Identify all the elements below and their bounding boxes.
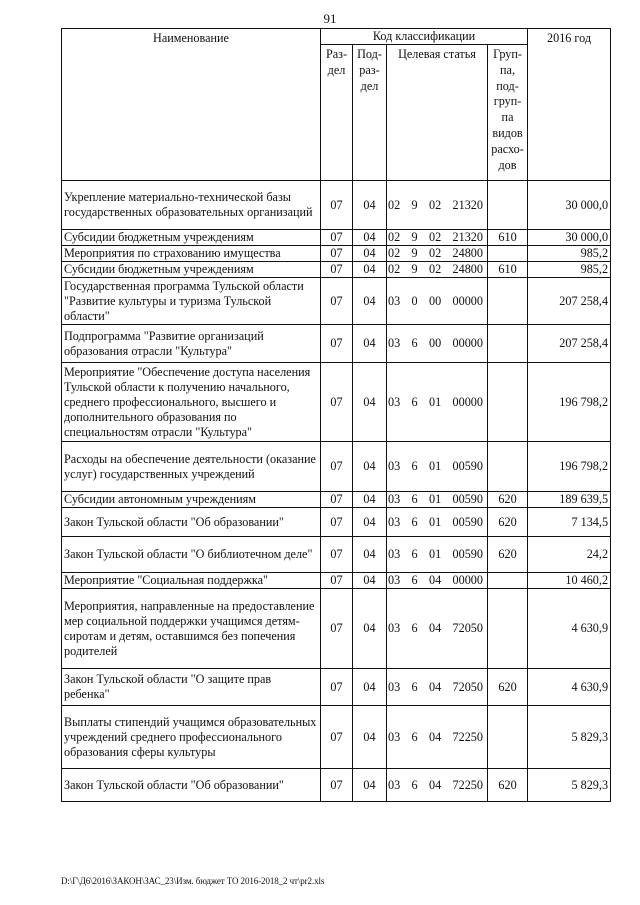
ts-part: 21320 [452, 197, 483, 212]
row-name: Мероприятия, направленные на предоставление мер социальной поддержки учащимся детям-сиротам и детям, оставшимся без попечения родителей [62, 589, 321, 669]
row-group [488, 325, 528, 363]
header-name: Наименование [62, 29, 321, 181]
row-target-article [387, 278, 488, 325]
row-name: Государственная программа Тульской области "Развитие культуры и туризма Тульской области" [62, 278, 321, 325]
ts-part: 03 [388, 492, 401, 506]
header-group-line: па, [500, 62, 515, 77]
header-year: 2016 год [528, 29, 611, 181]
row-subsection: 04 [353, 706, 387, 769]
ts-part: 03 [388, 336, 401, 350]
ts-part: 02 [388, 246, 401, 260]
row-amount: 10 460,2 [528, 573, 611, 589]
table-row [62, 537, 611, 573]
row-section: 07 [321, 589, 353, 669]
ts-part: 03 [388, 547, 401, 561]
table-row [62, 181, 611, 230]
table-row [62, 262, 611, 278]
header-section-line: Раз- [325, 47, 348, 61]
row-target-article [387, 262, 488, 278]
header-group-line: под- [496, 78, 519, 93]
row-section: 07 [321, 573, 353, 589]
table-row [62, 246, 611, 262]
ts-part: 02 [388, 197, 401, 212]
row-name: Субсидии автономным учреждениям [62, 492, 321, 508]
row-group: 610 [488, 230, 528, 246]
row-name: Укрепление материально-технической базы государственных образовательных организаций [62, 181, 321, 230]
ts-part: 03 [388, 394, 401, 409]
row-target-article [387, 508, 488, 537]
ts-part: 72050 [452, 621, 483, 635]
ts-part: 6 [411, 573, 418, 587]
row-name: Закон Тульской области "О защите прав ребенка" [62, 669, 321, 706]
table-row [62, 589, 611, 669]
header-group-line: Груп- [493, 47, 522, 61]
ts-part: 6 [411, 514, 418, 529]
row-name: Расходы на обеспечение деятельности (оказание услуг) государственных учреждений [62, 442, 321, 492]
table-row [62, 230, 611, 246]
row-amount: 196 798,2 [528, 363, 611, 442]
row-subsection: 04 [353, 246, 387, 262]
ts-part: 04 [428, 679, 442, 694]
row-subsection: 04 [353, 325, 387, 363]
row-target-article [387, 181, 488, 230]
ts-part: 6 [411, 547, 418, 561]
row-target-article [387, 769, 488, 802]
ts-part: 02 [428, 230, 442, 244]
row-group: 620 [488, 669, 528, 706]
row-amount: 4 630,9 [528, 589, 611, 669]
ts-part: 03 [388, 679, 401, 694]
ts-part: 00590 [452, 514, 483, 529]
row-section: 07 [321, 246, 353, 262]
header-section [321, 45, 353, 181]
row-name: Выплаты стипендий учащимся образовательных учреждений среднего профессионального образования сферы культуры [62, 706, 321, 769]
header-target-article: Целевая статья [387, 45, 488, 181]
row-section: 07 [321, 537, 353, 573]
row-subsection: 04 [353, 508, 387, 537]
header-section-line: дел [327, 62, 346, 77]
row-amount: 207 258,4 [528, 325, 611, 363]
row-subsection: 04 [353, 669, 387, 706]
table-row [62, 573, 611, 589]
ts-part: 03 [388, 729, 401, 744]
ts-part: 04 [428, 777, 442, 792]
ts-part: 9 [411, 262, 418, 276]
row-subsection: 04 [353, 230, 387, 246]
row-target-article [387, 573, 488, 589]
ts-part: 03 [388, 514, 401, 529]
ts-part: 01 [428, 547, 442, 561]
ts-part: 00 [428, 293, 442, 308]
row-group [488, 363, 528, 442]
ts-part: 6 [411, 336, 418, 350]
header-code-group: Код классификации [321, 29, 528, 45]
row-name: Мероприятие "Обеспечение доступа населения Тульской области к получению начального, среднего профессионального, высшего и дополнительного образования по специальностям отрасли "Культура" [62, 363, 321, 442]
table-row [62, 492, 611, 508]
table-row [62, 442, 611, 492]
ts-part: 9 [411, 197, 418, 212]
ts-part: 6 [411, 492, 418, 506]
ts-part: 00000 [452, 336, 483, 350]
row-group [488, 278, 528, 325]
ts-part: 00000 [452, 573, 483, 587]
ts-part: 00000 [452, 394, 483, 409]
row-amount: 24,2 [528, 537, 611, 573]
row-group: 620 [488, 508, 528, 537]
ts-part: 72250 [452, 729, 483, 744]
table-row [62, 278, 611, 325]
table-row [62, 363, 611, 442]
row-target-article [387, 230, 488, 246]
row-name: Субсидии бюджетным учреждениям [62, 262, 321, 278]
row-subsection: 04 [353, 181, 387, 230]
ts-part: 04 [428, 729, 442, 744]
row-amount: 5 829,3 [528, 706, 611, 769]
header-group-line: видов [492, 125, 523, 140]
row-section: 07 [321, 508, 353, 537]
row-amount: 7 134,5 [528, 508, 611, 537]
row-section: 07 [321, 492, 353, 508]
ts-part: 02 [428, 262, 442, 276]
table-row [62, 325, 611, 363]
row-section: 07 [321, 262, 353, 278]
row-group [488, 442, 528, 492]
row-section: 07 [321, 325, 353, 363]
ts-part: 6 [411, 777, 418, 792]
ts-part: 02 [428, 197, 442, 212]
table-row [62, 669, 611, 706]
header-group [488, 45, 528, 181]
header-group-line: расхо- [491, 141, 524, 156]
ts-part: 01 [428, 492, 442, 506]
row-amount: 30 000,0 [528, 181, 611, 230]
header-group-line: па [501, 110, 514, 125]
row-subsection: 04 [353, 262, 387, 278]
row-subsection: 04 [353, 278, 387, 325]
row-amount: 30 000,0 [528, 230, 611, 246]
row-section: 07 [321, 181, 353, 230]
header-group-line: груп- [493, 94, 522, 109]
row-target-article [387, 537, 488, 573]
row-name: Закон Тульской области "Об образовании" [62, 508, 321, 537]
row-subsection: 04 [353, 589, 387, 669]
ts-part: 02 [388, 262, 401, 276]
ts-part: 9 [411, 246, 418, 260]
table-row [62, 508, 611, 537]
ts-part: 00590 [452, 547, 483, 561]
row-amount: 189 639,5 [528, 492, 611, 508]
row-group [488, 589, 528, 669]
row-target-article [387, 492, 488, 508]
ts-part: 00000 [452, 293, 483, 308]
ts-part: 6 [411, 729, 418, 744]
page-number: 91 [323, 11, 337, 26]
row-section: 07 [321, 706, 353, 769]
ts-part: 6 [411, 621, 418, 635]
file-path-footer: D:\Г\Д6\2016\ЗАКОН\ЗАС_23\Изм. бюджет ТО 2016-2018_2 чт\pr2.xls [61, 876, 325, 886]
header-subsection-line: раз- [359, 62, 380, 77]
row-subsection: 04 [353, 769, 387, 802]
header-row-1 [62, 29, 611, 45]
ts-part: 03 [388, 293, 401, 308]
ts-part: 04 [428, 621, 442, 635]
row-target-article [387, 589, 488, 669]
header-subsection-line: дел [360, 78, 379, 93]
ts-part: 72250 [452, 777, 483, 792]
row-section: 07 [321, 278, 353, 325]
ts-part: 01 [428, 514, 442, 529]
ts-part: 04 [428, 573, 442, 587]
ts-part: 24800 [452, 246, 483, 260]
table-row [62, 769, 611, 802]
row-target-article [387, 706, 488, 769]
ts-part: 03 [388, 621, 401, 635]
row-name: Мероприятие "Социальная поддержка" [62, 573, 321, 589]
row-amount: 4 630,9 [528, 669, 611, 706]
ts-part: 03 [388, 777, 401, 792]
ts-part: 6 [411, 394, 418, 409]
row-target-article [387, 363, 488, 442]
ts-part: 01 [428, 459, 442, 473]
row-section: 07 [321, 669, 353, 706]
row-name: Закон Тульской области "О библиотечном деле" [62, 537, 321, 573]
ts-part: 0 [411, 293, 418, 308]
row-group: 620 [488, 537, 528, 573]
ts-part: 6 [411, 679, 418, 694]
ts-part: 03 [388, 573, 401, 587]
row-subsection: 04 [353, 492, 387, 508]
row-group [488, 181, 528, 230]
row-amount: 985,2 [528, 262, 611, 278]
row-section: 07 [321, 363, 353, 442]
row-subsection: 04 [353, 363, 387, 442]
header-group-line: дов [498, 157, 517, 172]
ts-part: 00 [428, 336, 442, 350]
row-target-article [387, 442, 488, 492]
row-name: Закон Тульской области "Об образовании" [62, 769, 321, 802]
ts-part: 02 [388, 230, 401, 244]
row-section: 07 [321, 230, 353, 246]
row-group: 620 [488, 769, 528, 802]
row-group: 620 [488, 492, 528, 508]
row-group [488, 573, 528, 589]
ts-part: 72050 [452, 679, 483, 694]
ts-part: 03 [388, 459, 401, 473]
ts-part: 21320 [452, 230, 483, 244]
ts-part: 02 [428, 246, 442, 260]
header-subsection [353, 45, 387, 181]
row-group [488, 246, 528, 262]
row-section: 07 [321, 769, 353, 802]
row-amount: 5 829,3 [528, 769, 611, 802]
row-amount: 985,2 [528, 246, 611, 262]
ts-part: 00590 [452, 492, 483, 506]
ts-part: 6 [411, 459, 418, 473]
row-subsection: 04 [353, 573, 387, 589]
header-subsection-line: Под- [357, 47, 382, 61]
row-group [488, 706, 528, 769]
ts-part: 00590 [452, 459, 483, 473]
row-target-article [387, 246, 488, 262]
row-amount: 196 798,2 [528, 442, 611, 492]
row-target-article [387, 669, 488, 706]
row-subsection: 04 [353, 442, 387, 492]
row-subsection: 04 [353, 537, 387, 573]
table-row [62, 706, 611, 769]
row-name: Мероприятия по страхованию имущества [62, 246, 321, 262]
row-target-article [387, 325, 488, 363]
ts-part: 24800 [452, 262, 483, 276]
ts-part: 01 [428, 394, 442, 409]
row-group: 610 [488, 262, 528, 278]
ts-part: 9 [411, 230, 418, 244]
row-name: Подпрограмма "Развитие организаций образования отрасли "Культура" [62, 325, 321, 363]
budget-table [61, 28, 611, 802]
row-section: 07 [321, 442, 353, 492]
row-name: Субсидии бюджетным учреждениям [62, 230, 321, 246]
row-amount: 207 258,4 [528, 278, 611, 325]
